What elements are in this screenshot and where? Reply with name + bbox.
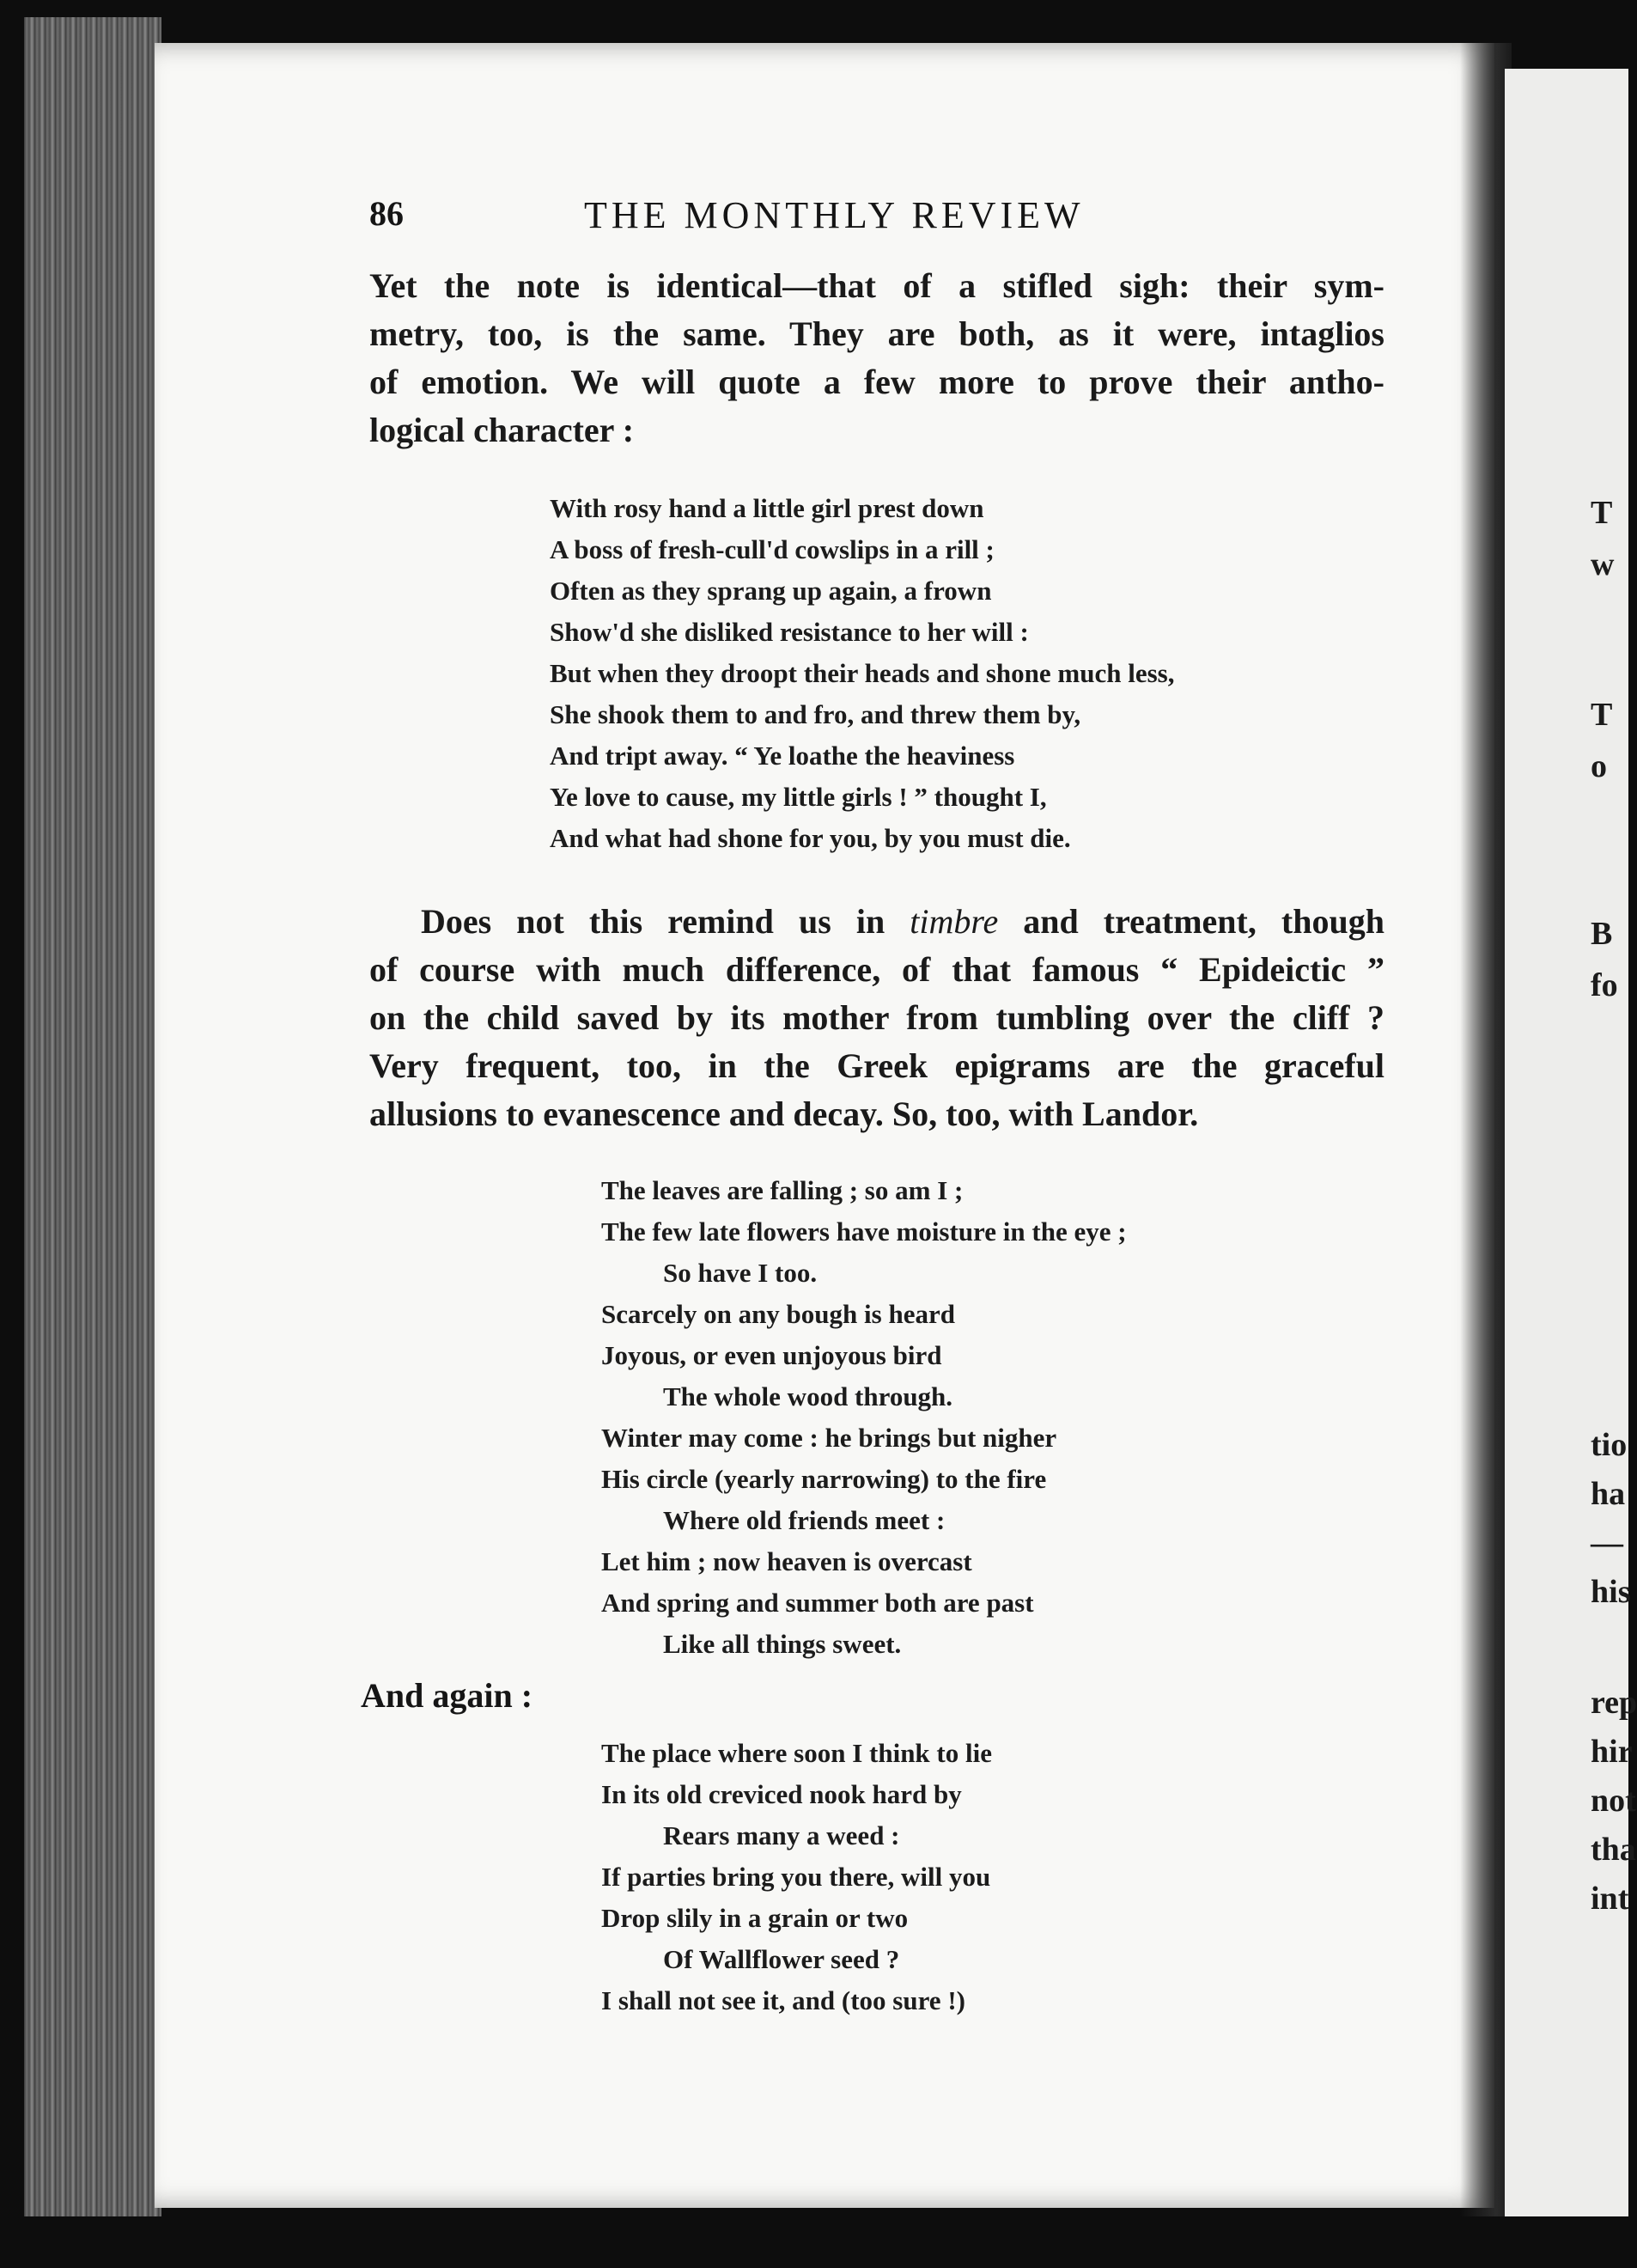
verse-line: Winter may come : he brings but nigher — [601, 1423, 1057, 1453]
verse-line: I shall not see it, and (too sure !) — [601, 1985, 965, 2015]
verse-line: Where old friends meet : — [663, 1505, 946, 1535]
paragraph-intro — [369, 262, 1384, 454]
verse-line: Drop slily in a grain or two — [601, 1903, 909, 1933]
facing-fragment: hir — [1591, 1734, 1633, 1770]
running-header — [369, 193, 1383, 245]
poem-wallflower — [601, 1733, 992, 2021]
facing-fragment: tio — [1591, 1427, 1628, 1463]
facing-fragment: w — [1591, 546, 1615, 582]
verse-line: Show'd she disliked resistance to her will : — [550, 617, 1029, 647]
paragraph-line: allusions to evanescence and decay. So, too, with Landor. — [369, 1094, 1199, 1133]
facing-fragment: T — [1591, 495, 1613, 531]
paragraph-line: metry, too, is the same. They are both, as it were, intaglios — [369, 314, 1384, 353]
facing-page — [1505, 69, 1637, 2216]
verse-line: A boss of fresh-cull'd cowslips in a rill ; — [550, 534, 995, 564]
text-run: Does not this remind us in — [421, 902, 910, 941]
verse-line: The few late flowers have moisture in the eye ; — [601, 1216, 1127, 1247]
facing-fragment: rep — [1591, 1685, 1637, 1721]
verse-line: The whole wood through. — [663, 1381, 953, 1411]
and-again-text: And again : — [361, 1676, 533, 1715]
paragraph-timbre — [369, 898, 1384, 1138]
paragraph-line: of emotion. We will quote a few more to prove their antho- — [369, 363, 1384, 401]
paragraph-line: on the child saved by its mother from tumbling over the cliff ? — [369, 998, 1384, 1037]
running-title: THE MONTHLY REVIEW — [584, 194, 1085, 236]
verse-line: And tript away. “ Ye loathe the heaviness — [550, 741, 1015, 771]
verse-line: His circle (yearly narrowing) to the fire — [601, 1464, 1047, 1494]
italic-word: timbre — [910, 902, 999, 941]
verse-line: The place where soon I think to lie — [601, 1738, 992, 1768]
verse-line: Scarcely on any bough is heard — [601, 1299, 955, 1329]
facing-fragment: B — [1591, 916, 1613, 952]
verse-line: Joyous, or even unjoyous bird — [601, 1340, 942, 1370]
verse-line: In its old creviced nook hard by — [601, 1779, 962, 1809]
poem-rosy-hand — [550, 488, 1175, 859]
page-edge-stack — [24, 17, 161, 2216]
facing-fragment: his — [1591, 1574, 1631, 1610]
spine-shadow — [1460, 43, 1512, 2216]
paragraph-line — [369, 898, 1384, 946]
poem-leaves-falling — [601, 1170, 1127, 1665]
paragraph-line: Very frequent, too, in the Greek epigrams are the graceful — [369, 1046, 1384, 1085]
facing-fragment: — — [1591, 1525, 1623, 1561]
verse-line: So have I too. — [663, 1258, 818, 1288]
paragraph-line: Yet the note is identical—that of a stifled sigh: their sym- — [369, 266, 1384, 305]
verse-line: And spring and summer both are past — [601, 1588, 1034, 1618]
verse-line: And what had shone for you, by you must die. — [550, 823, 1071, 853]
verse-line: She shook them to and fro, and threw them by, — [550, 699, 1081, 729]
paragraph-line: of course with much difference, of that famous “ Epideictic ” — [369, 950, 1384, 989]
verse-line: Like all things sweet. — [663, 1629, 902, 1659]
verse-line: Let him ; now heaven is overcast — [601, 1546, 972, 1576]
facing-fragment: int — [1591, 1881, 1629, 1917]
facing-fragment: T — [1591, 697, 1613, 733]
facing-fragment: fo — [1591, 967, 1618, 1003]
text-run: and treatment, though — [998, 902, 1384, 941]
verse-line: Ye love to cause, my little girls ! ” thought I, — [550, 782, 1047, 812]
verse-line: With rosy hand a little girl prest down — [550, 493, 984, 523]
verse-line: Of Wallflower seed ? — [663, 1944, 900, 1974]
facing-fragment: not — [1591, 1783, 1636, 1819]
paragraph-line: logical character : — [369, 411, 635, 449]
page-number: 86 — [369, 194, 404, 233]
verse-line: Rears many a weed : — [663, 1820, 900, 1850]
verse-line: If parties bring you there, will you — [601, 1862, 991, 1892]
verse-line: Often as they sprang up again, a frown — [550, 576, 992, 606]
facing-fragment: ha — [1591, 1476, 1626, 1512]
verse-line: But when they droopt their heads and shone much less, — [550, 658, 1175, 688]
facing-fragment: o — [1591, 748, 1607, 784]
facing-fragment: tha — [1591, 1832, 1636, 1868]
verse-line: The leaves are falling ; so am I ; — [601, 1175, 964, 1205]
